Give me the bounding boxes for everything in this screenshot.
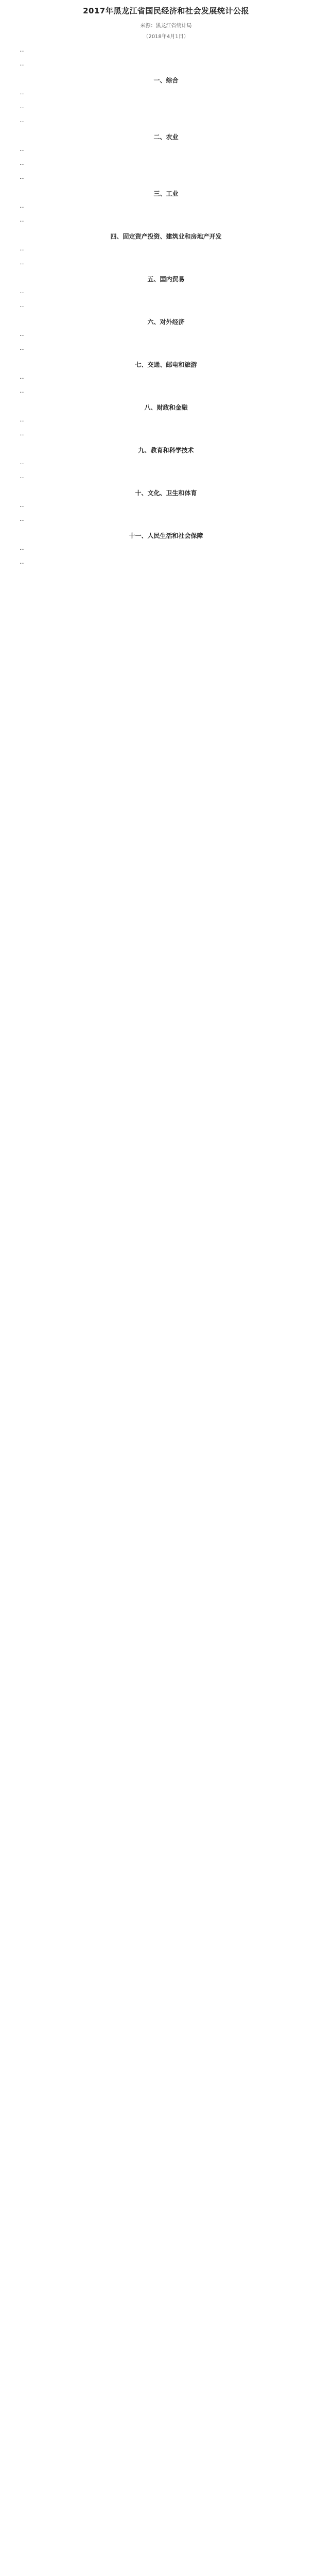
document-content [9,46,323,567]
section-title: 七、交通、邮电和旅游 [135,361,197,368]
section-title: 六、对外经济 [147,318,185,326]
paragraph: … [20,147,25,152]
document-source: 来源：黑龙江省统计局 [140,23,192,29]
section-title: 八、财政和金融 [144,404,188,411]
paragraph: … [20,217,25,223]
section-title: 五、国内贸易 [147,276,185,283]
paragraph: … [20,118,25,124]
paragraph: … [20,289,25,295]
section-title: 十一、人民生活和社会保障 [129,532,203,539]
document-page [0,5,332,598]
paragraph: … [20,546,25,551]
paragraph: … [20,388,25,394]
paragraph: … [20,332,25,337]
paragraph: … [20,246,25,252]
document-date: （2018年4月1日） [143,34,189,40]
paragraph: … [20,517,25,522]
section-title: 二、农业 [153,133,179,141]
paragraph: … [20,204,25,209]
page-bottom-spacer [9,572,323,582]
paragraph: … [20,560,25,565]
paragraph: … [20,417,25,423]
paragraph: … [20,175,25,180]
paragraph: … [20,375,25,380]
document-title: 2017年黑龙江省国民经济和社会发展统计公报 [83,6,249,15]
section-title: 十、文化、卫生和体育 [135,489,197,497]
section-title: 九、教育和科学技术 [138,447,194,454]
paragraph: … [20,474,25,480]
paragraph: … [20,431,25,437]
paragraph: … [20,47,25,53]
paragraph: … [20,303,25,309]
paragraph: … [20,260,25,266]
paragraph: … [20,161,25,166]
paragraph: … [20,104,25,110]
paragraph: … [20,346,25,351]
paragraph: … [20,460,25,466]
paragraph: … [20,61,25,67]
paragraph: … [20,503,25,509]
section-title: 三、工业 [153,190,179,197]
section-title: 四、固定资产投资、建筑业和房地产开发 [110,233,222,240]
paragraph: … [20,90,25,96]
section-title: 一、综合 [153,77,179,84]
